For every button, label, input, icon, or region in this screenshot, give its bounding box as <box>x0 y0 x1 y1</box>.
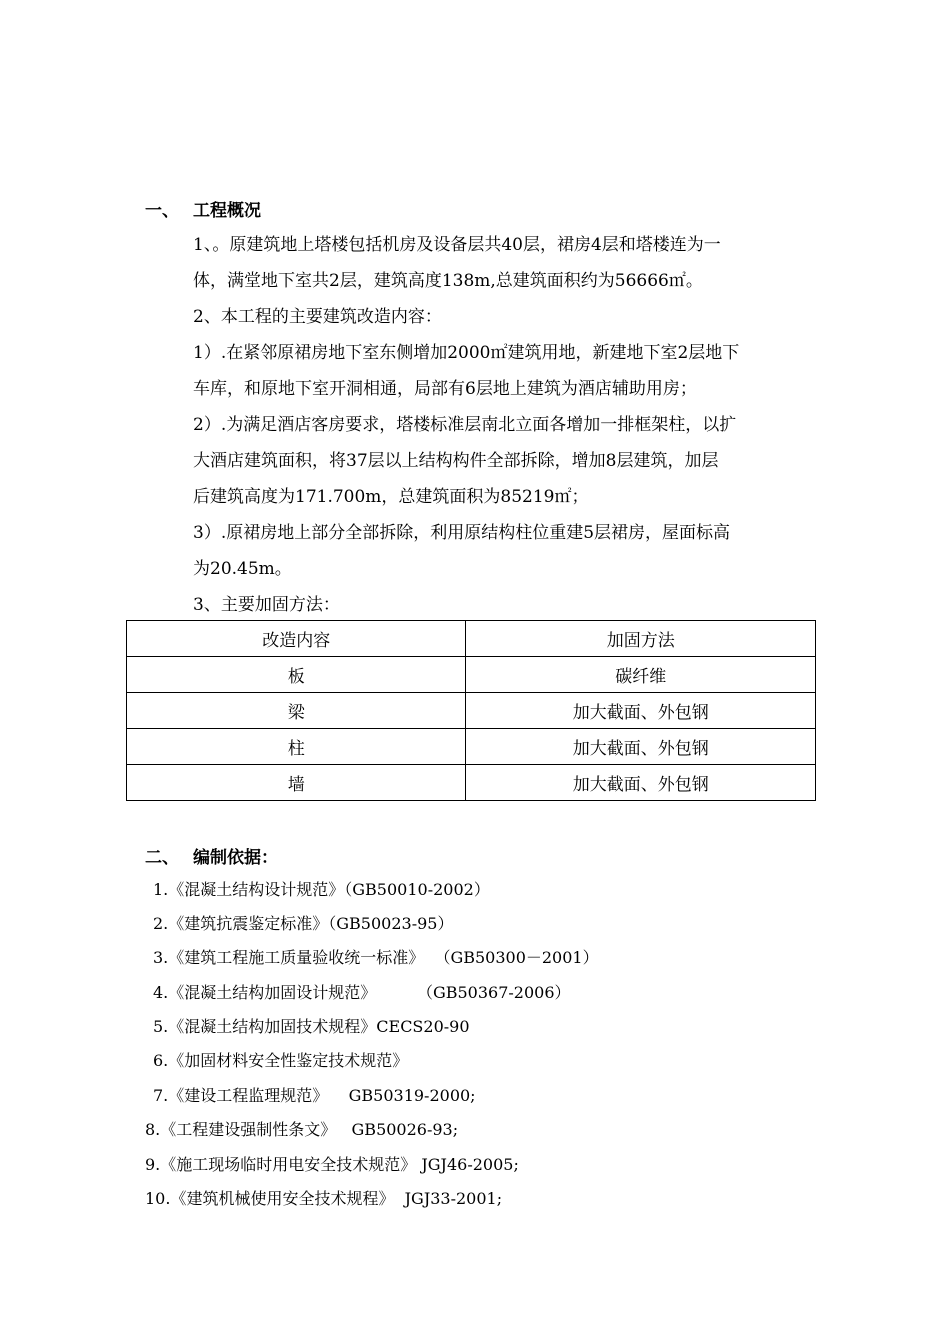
reference-item: 3.《建筑工程施工质量验收统一标准》 （GB50300－2001） <box>153 948 599 967</box>
table-cell: 柱 <box>127 729 466 765</box>
section-title: 工程概况 <box>193 201 261 221</box>
reference-item: 1.《混凝土结构设计规范》（GB50010-2002） <box>153 880 490 899</box>
table-header-row <box>127 621 816 657</box>
table-cell: 加大截面、外包钢 <box>466 693 816 729</box>
paragraph-line: 2、本工程的主要建筑改造内容： <box>193 307 442 327</box>
paragraph-line: 为20.45m。 <box>193 559 292 579</box>
reference-item: 9.《施工现场临时用电安全技术规范》 JGJ46-2005; <box>145 1155 519 1174</box>
table-row <box>127 657 816 693</box>
table-header-cell: 加固方法 <box>466 621 816 657</box>
table-cell: 板 <box>127 657 466 693</box>
table-cell: 墙 <box>127 765 466 801</box>
paragraph-line: 车库，和原地下室开洞相通，局部有6层地上建筑为酒店辅助用房； <box>193 379 697 399</box>
reference-item: 6.《加固材料安全性鉴定技术规范》 <box>153 1051 409 1070</box>
paragraph-line: 后建筑高度为171.700m，总建筑面积为85219㎡； <box>193 487 589 507</box>
paragraph-line: 2）.为满足酒店客房要求，塔楼标准层南北立面各增加一排框架柱，以扩 <box>193 415 737 435</box>
table-row <box>127 693 816 729</box>
paragraph-line: 大酒店建筑面积，将37层以上结构构件全部拆除，增加8层建筑，加层 <box>193 451 719 471</box>
table-cell: 加大截面、外包钢 <box>466 729 816 765</box>
table-row <box>127 765 816 801</box>
paragraph-line: 3）.原裙房地上部分全部拆除，利用原结构柱位重建5层裙房，屋面标高 <box>193 523 731 543</box>
paragraph-line: 体，满堂地下室共2层，建筑高度138m,总建筑面积约为56666㎡。 <box>193 271 703 291</box>
section-heading-overview <box>145 196 261 221</box>
table-header-cell: 改造内容 <box>127 621 466 657</box>
section-number: 一、 <box>145 201 179 221</box>
reinforcement-methods-table <box>126 620 816 801</box>
reference-item: 4.《混凝土结构加固设计规范》 （GB50367-2006） <box>153 983 571 1002</box>
table-row <box>127 729 816 765</box>
section-title: 编制依据： <box>193 848 278 868</box>
table-cell: 梁 <box>127 693 466 729</box>
reference-item: 2.《建筑抗震鉴定标准》（GB50023-95） <box>153 914 454 933</box>
paragraph-line: 1）.在紧邻原裙房地下室东侧增加2000㎡建筑用地，新建地下室2层地下 <box>193 343 740 363</box>
reference-item: 5.《混凝土结构加固技术规程》CECS20-90 <box>153 1017 470 1036</box>
paragraph-line: 3、主要加固方法： <box>193 595 340 615</box>
reference-item: 8.《工程建设强制性条文》 GB50026-93; <box>145 1120 459 1139</box>
table-cell: 碳纤维 <box>466 657 816 693</box>
section-heading-basis <box>145 843 278 868</box>
reference-item: 7.《建设工程监理规范》 GB50319-2000; <box>153 1086 476 1105</box>
section-number: 二、 <box>145 848 179 868</box>
paragraph-line: 1、。原建筑地上塔楼包括机房及设备层共40层，裙房4层和塔楼连为一 <box>193 235 721 255</box>
table-cell: 加大截面、外包钢 <box>466 765 816 801</box>
reference-item: 10.《建筑机械使用安全技术规程》 JGJ33-2001; <box>145 1189 503 1208</box>
